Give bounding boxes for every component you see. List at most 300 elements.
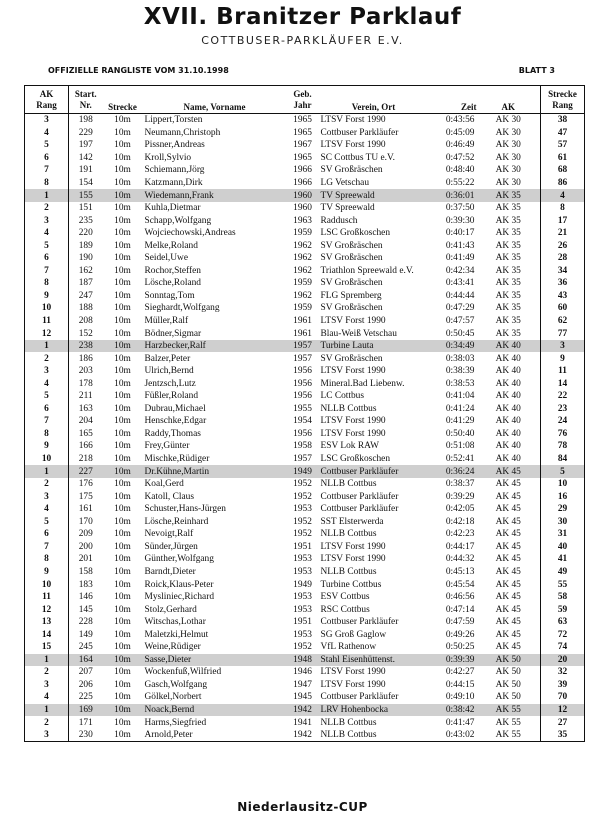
cell-geb-jahr: 1949 xyxy=(293,579,312,590)
cell-ak-rang: 1 xyxy=(25,654,69,667)
cell-strecke: 10m xyxy=(114,504,131,515)
cell-name: Neumann,Christoph xyxy=(144,127,221,138)
cell-strecke-rang: 58 xyxy=(541,591,585,604)
cell-strecke-rang: 9 xyxy=(541,352,585,365)
cell-start-nr: 186 xyxy=(69,352,103,365)
cell-verein: SG Groß Gaglow xyxy=(320,629,387,640)
cell-geb-jahr: 1945 xyxy=(293,692,312,703)
cell-ak: AK 40 xyxy=(477,365,541,378)
cell-geb-jahr: 1960 xyxy=(287,189,319,202)
table-row xyxy=(25,516,585,529)
cell-verein: SC Cottbus TU e.V. xyxy=(320,152,395,163)
col-strecke-rang: Strecke Rang xyxy=(541,86,585,114)
cell-strecke-rang: 32 xyxy=(541,666,585,679)
cell-geb-jahr: 1956 xyxy=(293,366,312,377)
cell-ak: AK 35 xyxy=(477,227,541,240)
cell-zeit: 0:39:29 xyxy=(445,491,475,502)
table-row xyxy=(25,440,585,453)
cell-name: Lösche,Roland xyxy=(144,278,201,289)
cell-strecke: 10m xyxy=(114,617,131,628)
cell-geb-jahr: 1952 xyxy=(293,479,312,490)
cell-ak: AK 40 xyxy=(477,352,541,365)
cell-geb-jahr: 1958 xyxy=(293,441,312,452)
cell-geb-jahr: 1956 xyxy=(293,378,312,389)
cell-verein: Turbine Cottbus xyxy=(320,579,382,590)
cell-strecke-rang: 68 xyxy=(541,164,585,177)
cell-geb-jahr: 1960 xyxy=(293,203,312,214)
cell-start-nr: 190 xyxy=(69,252,103,265)
cell-zeit: 0:43:56 xyxy=(445,115,475,126)
cell-zeit: 0:42:27 xyxy=(445,667,475,678)
cell-zeit: 0:39:39 xyxy=(429,654,477,667)
cell-zeit: 0:41:47 xyxy=(445,717,475,728)
cell-ak: AK 45 xyxy=(477,566,541,579)
cell-strecke: 10m xyxy=(114,717,131,728)
cell-ak: AK 45 xyxy=(477,628,541,641)
table-row xyxy=(25,628,585,641)
cell-name: Wojciechowski,Andreas xyxy=(144,228,236,239)
table-row xyxy=(25,603,585,616)
cell-geb-jahr: 1962 xyxy=(293,290,312,301)
cell-strecke-rang: 72 xyxy=(541,628,585,641)
cell-name: Ulrich,Bernd xyxy=(144,366,194,377)
cell-ak: AK 30 xyxy=(477,139,541,152)
cell-ak: AK 50 xyxy=(477,666,541,679)
cell-name: Lösche,Reinhard xyxy=(144,516,209,527)
cell-name: Harms,Siegfried xyxy=(144,717,207,728)
cell-start-nr: 211 xyxy=(69,390,103,403)
cell-ak-rang: 7 xyxy=(25,164,69,177)
cell-zeit: 0:44:15 xyxy=(445,679,475,690)
cell-ak: AK 35 xyxy=(477,252,541,265)
cell-start-nr: 169 xyxy=(69,704,103,717)
cell-zeit: 0:38:39 xyxy=(445,366,475,377)
cell-geb-jahr: 1965 xyxy=(293,127,312,138)
cell-ak: AK 45 xyxy=(477,641,541,654)
cell-start-nr: 163 xyxy=(69,403,103,416)
cell-start-nr: 151 xyxy=(69,202,103,215)
table-row xyxy=(25,352,585,365)
cell-name: Lippert,Torsten xyxy=(144,115,203,126)
cell-strecke: 10m xyxy=(114,541,131,552)
cell-verein: NLLB Cottbus xyxy=(320,479,377,490)
cell-verein: Stahl Eisenhüttenst. xyxy=(319,654,429,667)
cell-zeit: 0:48:40 xyxy=(445,165,475,176)
cell-strecke-rang: 27 xyxy=(541,716,585,729)
cell-geb-jahr: 1953 xyxy=(293,604,312,615)
cell-ak-rang: 10 xyxy=(25,453,69,466)
cell-verein: LSC Großkoschen xyxy=(320,228,391,239)
cell-zeit: 0:44:17 xyxy=(445,541,475,552)
cell-strecke-rang: 57 xyxy=(541,139,585,152)
table-row xyxy=(25,716,585,729)
cell-zeit: 0:41:43 xyxy=(445,240,475,251)
table-row xyxy=(25,214,585,227)
cell-name: Witschas,Lothar xyxy=(144,617,206,628)
cell-start-nr: 162 xyxy=(69,265,103,278)
cell-start-nr: 228 xyxy=(69,616,103,629)
table-row xyxy=(25,691,585,704)
cell-strecke-rang: 14 xyxy=(541,377,585,390)
cell-ak: AK 45 xyxy=(477,541,541,554)
table-row xyxy=(25,390,585,403)
cell-zeit: 0:41:49 xyxy=(445,253,475,264)
col-geb-jahr: Geb. Jahr xyxy=(287,86,319,114)
cell-ak-rang: 8 xyxy=(25,428,69,441)
cell-zeit: 0:38:42 xyxy=(429,704,477,717)
cell-verein: ESV Lok RAW xyxy=(320,441,379,452)
cell-name: Pissner,Andreas xyxy=(144,140,205,151)
cell-strecke: 10m xyxy=(114,730,131,741)
cell-strecke: 10m xyxy=(103,340,143,353)
cell-verein: RSC Cottbus xyxy=(320,604,370,615)
cell-zeit: 0:44:32 xyxy=(445,554,475,565)
cell-ak-rang: 6 xyxy=(25,403,69,416)
cell-ak-rang: 10 xyxy=(25,578,69,591)
col-name: Name, Vorname xyxy=(143,86,287,114)
cell-strecke-rang: 36 xyxy=(541,277,585,290)
cell-ak-rang: 3 xyxy=(25,214,69,227)
table-row xyxy=(25,265,585,278)
table-row xyxy=(25,377,585,390)
cell-strecke: 10m xyxy=(114,679,131,690)
cell-ak-rang: 14 xyxy=(25,628,69,641)
cell-ak-rang: 8 xyxy=(25,553,69,566)
cell-ak: AK 35 xyxy=(477,239,541,252)
cell-verein: VfL Rathenow xyxy=(320,642,377,653)
cell-ak-rang: 11 xyxy=(25,591,69,604)
cell-name: Rochor,Steffen xyxy=(144,265,201,276)
cell-strecke: 10m xyxy=(114,428,131,439)
cell-zeit: 0:41:04 xyxy=(445,391,475,402)
cell-strecke: 10m xyxy=(114,441,131,452)
cell-name: Mischke,Rüdiger xyxy=(144,454,210,465)
cell-ak-rang: 2 xyxy=(25,666,69,679)
cup-footer: Niederlausitz-CUP xyxy=(237,800,368,814)
cell-geb-jahr: 1965 xyxy=(293,152,312,163)
cell-start-nr: 164 xyxy=(69,654,103,667)
cell-ak-rang: 3 xyxy=(25,114,69,127)
cell-name: Mysliniec,Richard xyxy=(144,592,215,603)
cell-start-nr: 235 xyxy=(69,214,103,227)
cell-verein: Turbine Lauta xyxy=(319,340,429,353)
cell-ak: AK 50 xyxy=(477,691,541,704)
cell-verein: SV Großräschen xyxy=(320,353,383,364)
table-row xyxy=(25,453,585,466)
cell-strecke: 10m xyxy=(114,316,131,327)
cell-ak-rang: 7 xyxy=(25,265,69,278)
cell-geb-jahr: 1952 xyxy=(293,529,312,540)
cell-geb-jahr: 1953 xyxy=(293,566,312,577)
cell-ak-rang: 5 xyxy=(25,239,69,252)
cell-verein: Blau-Weiß Vetschau xyxy=(320,328,397,339)
cell-strecke: 10m xyxy=(114,516,131,527)
table-row xyxy=(25,578,585,591)
cell-zeit: 0:41:24 xyxy=(445,403,475,414)
cell-strecke: 10m xyxy=(114,278,131,289)
cell-name: Gasch,Wolfgang xyxy=(144,679,208,690)
cell-strecke: 10m xyxy=(103,704,143,717)
cell-strecke-rang: 12 xyxy=(541,704,585,717)
cell-ak-rang: 12 xyxy=(25,603,69,616)
cell-geb-jahr: 1942 xyxy=(287,704,319,717)
cell-verein: SST Elsterwerda xyxy=(320,516,384,527)
cell-name: Dr.Kühne,Martin xyxy=(143,465,287,478)
cell-name: Maletzki,Helmut xyxy=(144,629,209,640)
cell-strecke-rang: 20 xyxy=(541,654,585,667)
cell-strecke: 10m xyxy=(103,654,143,667)
cell-ak-rang: 13 xyxy=(25,616,69,629)
cell-strecke-rang: 47 xyxy=(541,127,585,140)
col-ak: AK xyxy=(477,86,541,114)
cell-ak-rang: 12 xyxy=(25,327,69,340)
cell-ak-rang: 10 xyxy=(25,302,69,315)
table-row xyxy=(25,591,585,604)
cell-ak-rang: 2 xyxy=(25,478,69,491)
cell-geb-jahr: 1959 xyxy=(293,278,312,289)
cell-verein: TV Spreewald xyxy=(319,189,429,202)
cell-zeit: 0:50:40 xyxy=(445,428,475,439)
cell-zeit: 0:36:01 xyxy=(429,189,477,202)
cell-ak: AK 50 xyxy=(477,679,541,692)
cell-strecke: 10m xyxy=(114,579,131,590)
cell-strecke-rang: 23 xyxy=(541,403,585,416)
table-row xyxy=(25,252,585,265)
cell-geb-jahr: 1957 xyxy=(293,353,312,364)
sheet-label: BLATT 3 xyxy=(518,66,555,75)
cell-geb-jahr: 1957 xyxy=(287,340,319,353)
cell-verein: Cottbuser Parkläufer xyxy=(320,504,399,515)
cell-ak: AK 45 xyxy=(477,603,541,616)
cell-start-nr: 142 xyxy=(69,152,103,165)
cell-ak-rang: 3 xyxy=(25,490,69,503)
cell-start-nr: 146 xyxy=(69,591,103,604)
table-row xyxy=(25,704,585,717)
cell-ak: AK 40 xyxy=(477,415,541,428)
cell-name: Gölkel,Norbert xyxy=(144,692,202,703)
page-title: XVII. Branitzer Parklauf xyxy=(143,4,462,30)
cell-verein: LTSV Forst 1990 xyxy=(320,679,386,690)
cell-ak-rang: 2 xyxy=(25,716,69,729)
cell-name: Müller,Ralf xyxy=(144,316,189,327)
cell-geb-jahr: 1953 xyxy=(293,554,312,565)
cell-strecke: 10m xyxy=(114,692,131,703)
cell-ak: AK 30 xyxy=(477,114,541,127)
col-zeit: Zeit xyxy=(429,86,477,114)
cell-start-nr: 165 xyxy=(69,428,103,441)
cell-name: Stolz,Gerhard xyxy=(144,604,197,615)
cell-start-nr: 170 xyxy=(69,516,103,529)
cell-ak: AK 30 xyxy=(477,177,541,190)
cell-verein: Raddusch xyxy=(320,215,358,226)
cell-geb-jahr: 1953 xyxy=(293,504,312,515)
results-table xyxy=(24,85,585,742)
cell-geb-jahr: 1951 xyxy=(293,617,312,628)
table-row xyxy=(25,641,585,654)
cell-verein: Cottbuser Parkläufer xyxy=(320,491,399,502)
cell-strecke-rang: 61 xyxy=(541,152,585,165)
cell-name: Schiemann,Jörg xyxy=(144,165,205,176)
cell-name: Melke,Roland xyxy=(144,240,198,251)
cell-start-nr: 247 xyxy=(69,290,103,303)
table-row xyxy=(25,729,585,742)
table-row xyxy=(25,428,585,441)
cell-strecke-rang: 30 xyxy=(541,516,585,529)
cell-strecke: 10m xyxy=(114,667,131,678)
cell-ak: AK 40 xyxy=(477,403,541,416)
cell-verein: LTSV Forst 1990 xyxy=(320,316,386,327)
cell-geb-jahr: 1949 xyxy=(287,465,319,478)
cell-start-nr: 189 xyxy=(69,239,103,252)
cell-ak: AK 55 xyxy=(477,729,541,742)
cell-zeit: 0:42:34 xyxy=(445,265,475,276)
cell-verein: LC Cottbus xyxy=(320,391,364,402)
cell-zeit: 0:47:52 xyxy=(445,152,475,163)
cell-verein: Mineral.Bad Liebenw. xyxy=(320,378,405,389)
cell-strecke: 10m xyxy=(114,165,131,176)
cell-start-nr: 187 xyxy=(69,277,103,290)
ranking-date-label: OFFIZIELLE RANGLISTE VOM 31.10.1998 xyxy=(48,66,229,75)
table-row xyxy=(25,503,585,516)
cell-start-nr: 200 xyxy=(69,541,103,554)
cell-verein: LTSV Forst 1990 xyxy=(320,140,386,151)
cell-ak: AK 35 xyxy=(477,290,541,303)
cell-zeit: 0:47:14 xyxy=(445,604,475,615)
cell-ak-rang: 1 xyxy=(25,704,69,717)
cell-zeit: 0:38:53 xyxy=(445,378,475,389)
cell-ak-rang: 8 xyxy=(25,277,69,290)
cell-zeit: 0:37:50 xyxy=(445,203,475,214)
table-row xyxy=(25,239,585,252)
cell-start-nr: 207 xyxy=(69,666,103,679)
cell-strecke-rang: 4 xyxy=(541,189,585,202)
cell-geb-jahr: 1956 xyxy=(293,391,312,402)
cell-ak-rang: 5 xyxy=(25,516,69,529)
cell-strecke-rang: 59 xyxy=(541,603,585,616)
table-row xyxy=(25,202,585,215)
cell-ak: AK 45 xyxy=(477,578,541,591)
cell-strecke-rang: 49 xyxy=(541,566,585,579)
cell-ak: AK 45 xyxy=(477,465,541,478)
cell-verein: LRV Hohenbocka xyxy=(319,704,429,717)
cell-start-nr: 209 xyxy=(69,528,103,541)
cell-start-nr: 245 xyxy=(69,641,103,654)
col-ak-rang: AK Rang xyxy=(25,86,69,114)
cell-strecke-rang: 35 xyxy=(541,729,585,742)
table-row xyxy=(25,227,585,240)
cell-ak-rang: 4 xyxy=(25,377,69,390)
cell-geb-jahr: 1948 xyxy=(287,654,319,667)
col-start-nr: Start. Nr. xyxy=(69,86,103,114)
cell-name: Kuhla,Dietmar xyxy=(144,203,201,214)
cell-start-nr: 161 xyxy=(69,503,103,516)
cell-geb-jahr: 1954 xyxy=(293,416,312,427)
cell-ak: AK 30 xyxy=(477,152,541,165)
table-row xyxy=(25,553,585,566)
cell-strecke-rang: 76 xyxy=(541,428,585,441)
cell-ak: AK 45 xyxy=(477,591,541,604)
cell-zeit: 0:50:45 xyxy=(445,328,475,339)
cell-geb-jahr: 1955 xyxy=(293,403,312,414)
cell-verein: Cottbuser Parkläufer xyxy=(320,692,399,703)
cell-strecke: 10m xyxy=(114,265,131,276)
cell-verein: LSC Großkoschen xyxy=(320,454,391,465)
cell-name: Katzmann,Dirk xyxy=(144,178,203,188)
cell-strecke: 10m xyxy=(114,391,131,402)
cell-verein: SV Großräschen xyxy=(320,165,383,176)
cell-strecke: 10m xyxy=(114,529,131,540)
cell-ak: AK 55 xyxy=(477,704,541,717)
cell-geb-jahr: 1966 xyxy=(293,165,312,176)
table-row xyxy=(25,415,585,428)
cell-ak: AK 50 xyxy=(477,654,541,667)
cell-zeit: 0:38:03 xyxy=(445,353,475,364)
cell-zeit: 0:38:37 xyxy=(445,479,475,490)
cell-strecke-rang: 29 xyxy=(541,503,585,516)
cell-ak-rang: 6 xyxy=(25,152,69,165)
cell-zeit: 0:42:23 xyxy=(445,529,475,540)
table-row xyxy=(25,277,585,290)
cell-strecke: 10m xyxy=(114,454,131,465)
cell-strecke-rang: 24 xyxy=(541,415,585,428)
cell-geb-jahr: 1959 xyxy=(293,303,312,314)
cell-start-nr: 154 xyxy=(69,177,103,190)
cell-ak-rang: 4 xyxy=(25,227,69,240)
cell-ak-rang: 6 xyxy=(25,528,69,541)
cell-start-nr: 203 xyxy=(69,365,103,378)
cell-strecke: 10m xyxy=(114,378,131,389)
table-row xyxy=(25,528,585,541)
cell-geb-jahr: 1967 xyxy=(293,140,312,151)
cell-ak-rang: 8 xyxy=(25,177,69,190)
table-header-row xyxy=(25,86,585,114)
cell-strecke: 10m xyxy=(114,416,131,427)
cell-zeit: 0:47:57 xyxy=(445,316,475,327)
cell-geb-jahr: 1962 xyxy=(293,240,312,251)
cell-ak: AK 30 xyxy=(477,164,541,177)
cell-ak-rang: 4 xyxy=(25,691,69,704)
cell-strecke: 10m xyxy=(114,228,131,239)
cell-strecke: 10m xyxy=(114,629,131,640)
cell-strecke: 10m xyxy=(114,203,131,214)
cell-name: Nevoigt,Ralf xyxy=(144,529,194,540)
cell-zeit: 0:55:22 xyxy=(445,178,475,188)
cell-ak-rang: 1 xyxy=(25,189,69,202)
cell-strecke-rang: 31 xyxy=(541,528,585,541)
cell-ak-rang: 2 xyxy=(25,202,69,215)
cell-strecke-rang: 21 xyxy=(541,227,585,240)
cell-zeit: 0:49:26 xyxy=(445,629,475,640)
cell-zeit: 0:42:05 xyxy=(445,504,475,515)
cell-zeit: 0:44:44 xyxy=(445,290,475,301)
cell-start-nr: 229 xyxy=(69,127,103,140)
table-row xyxy=(25,566,585,579)
cell-verein: NLLB Cottbus xyxy=(320,403,377,414)
cell-strecke-rang: 16 xyxy=(541,490,585,503)
cell-strecke: 10m xyxy=(114,303,131,314)
table-row xyxy=(25,327,585,340)
cell-strecke: 10m xyxy=(114,592,131,603)
cell-ak: AK 40 xyxy=(477,340,541,353)
cell-verein: Cottbuser Parkläufer xyxy=(320,617,399,628)
cell-start-nr: 155 xyxy=(69,189,103,202)
cell-start-nr: 225 xyxy=(69,691,103,704)
cell-verein: LTSV Forst 1990 xyxy=(320,428,386,439)
cell-zeit: 0:46:49 xyxy=(445,140,475,151)
cell-strecke: 10m xyxy=(114,152,131,163)
cell-geb-jahr: 1952 xyxy=(293,642,312,653)
cell-ak: AK 45 xyxy=(477,616,541,629)
